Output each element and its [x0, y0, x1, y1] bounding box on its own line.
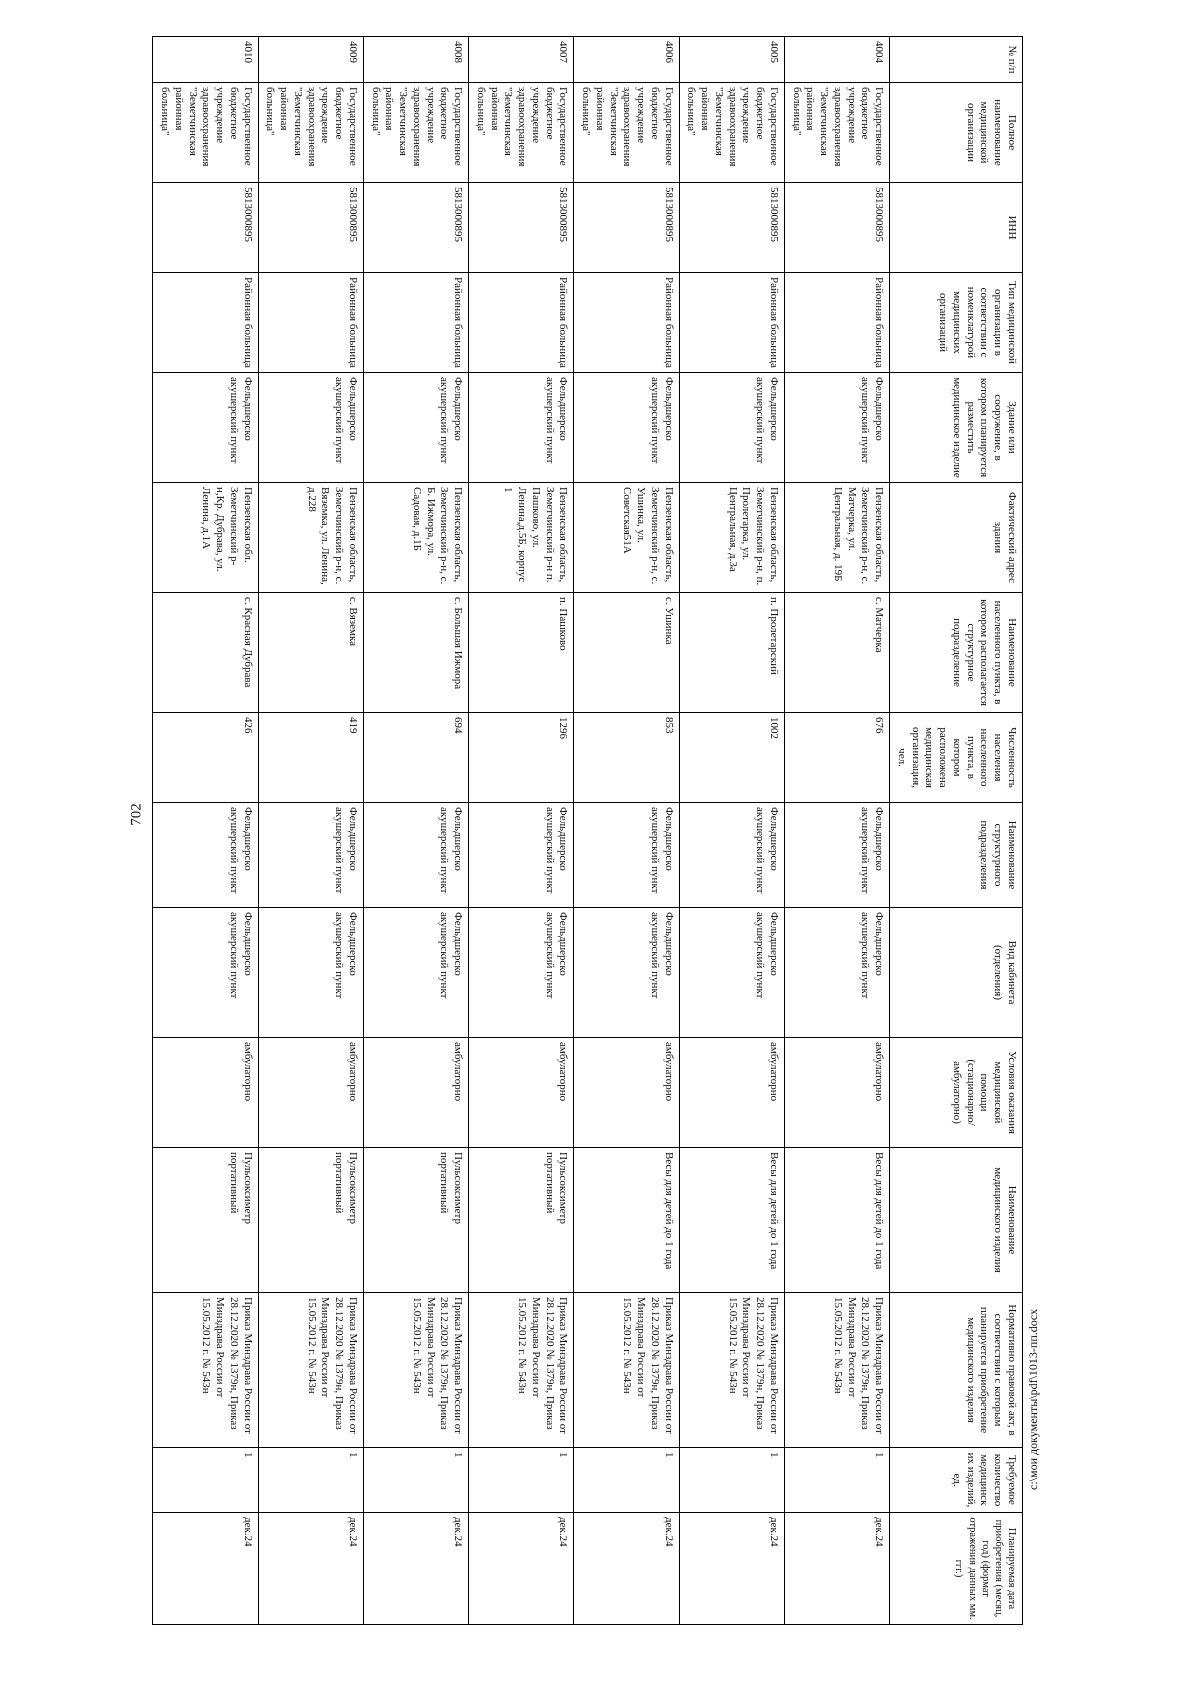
table-cell-unit: Фельдшерско акушерский пункт — [153, 803, 258, 908]
table-cell-building: Фельдшерско акушерский пункт — [364, 373, 469, 483]
table-cell-conditions: амбулаторно — [679, 1038, 784, 1148]
table-cell-unit: Фельдшерско акушерский пункт — [785, 803, 890, 908]
table-cell-org: Государственное бюджетное учреждение здравоохранения "Земетчинская районная больница" — [679, 83, 784, 183]
table-cell-unit: Фельдшерско акушерский пункт — [258, 803, 363, 908]
table-cell-n: 4010 — [153, 37, 258, 83]
table-row — [574, 37, 679, 1625]
table-cell-cabinet: Фельдшерско акушерский пункт — [469, 908, 574, 1038]
header-cell: № п/п — [890, 37, 1023, 83]
table-cell-date: дек.24 — [785, 1513, 890, 1625]
table-cell-n: 4008 — [364, 37, 469, 83]
table-cell-device: Весы для детей до 1 года — [785, 1148, 890, 1293]
table-cell-unit: Фельдшерско акушерский пункт — [574, 803, 679, 908]
table-cell-cabinet: Фельдшерско акушерский пункт — [785, 908, 890, 1038]
table-cell-device: Весы для детей до 1 года — [679, 1148, 784, 1293]
table-cell-settlement: п. Пролетарский — [679, 593, 784, 713]
table-cell-cabinet: Фельдшерско акушерский пункт — [258, 908, 363, 1038]
table-cell-conditions: амбулаторно — [785, 1038, 890, 1148]
table-cell-address: Пензенская область, Земетчинский р-н, с. Б. Ижмора, ул. Садовая, д.1Б — [364, 483, 469, 593]
table-cell-inn: 5813000895 — [785, 183, 890, 273]
table-cell-date: дек.24 — [574, 1513, 679, 1625]
table-cell-conditions: амбулаторно — [258, 1038, 363, 1148]
table-cell-unit: Фельдшерско акушерский пункт — [364, 803, 469, 908]
table-cell-building: Фельдшерско акушерский пункт — [679, 373, 784, 483]
table-cell-cabinet: Фельдшерско акушерский пункт — [153, 908, 258, 1038]
table-cell-settlement: с. Большая Ижмора — [364, 593, 469, 713]
table-cell-building: Фельдшерско акушерский пункт — [153, 373, 258, 483]
header-cell: Требуемое количество медицинских изделий, ед. — [890, 1448, 1023, 1513]
table-cell-inn: 5813000895 — [574, 183, 679, 273]
rotated-table-container — [159, 36, 1023, 1624]
table-cell-cabinet: Фельдшерско акушерский пункт — [364, 908, 469, 1038]
header-cell: Полное наименование медицинской организации — [890, 83, 1023, 183]
table-cell-device: Пульсоксиметр портативный — [364, 1148, 469, 1293]
table-cell-qty: 1 — [469, 1448, 574, 1513]
table-cell-settlement: п. Пашково — [469, 593, 574, 713]
header-cell: Здание или сооружение, в котором планируется разместить медицинское изделие — [890, 373, 1023, 483]
table-cell-date: дек.24 — [153, 1513, 258, 1625]
table-cell-building: Фельдшерско акушерский пункт — [258, 373, 363, 483]
table-cell-n: 4007 — [469, 37, 574, 83]
table-cell-n: 4006 — [574, 37, 679, 83]
medical-devices-table — [153, 36, 1024, 1625]
table-header-row — [890, 37, 1023, 1625]
table-cell-type: Районная больница — [469, 273, 574, 373]
table-cell-n: 4009 — [258, 37, 363, 83]
table-cell-act: Приказ Минздрава России от 28.12.2020 № 1379н, Приказ Минздрава России от 15.05.2012 г. № 543н — [679, 1293, 784, 1448]
table-cell-cabinet: Фельдшерско акушерский пункт — [679, 908, 784, 1038]
table-cell-type: Районная больница — [679, 273, 784, 373]
header-cell: Наименование населенного пункта, в котором располагается структурное подразделение — [890, 593, 1023, 713]
table-cell-population: 853 — [574, 713, 679, 803]
table-cell-population: 1296 — [469, 713, 574, 803]
table-row — [364, 37, 469, 1625]
table-cell-inn: 5813000895 — [364, 183, 469, 273]
table-cell-address: Пензенская область, Земетчинский р-н п. Пашково, ул. Ленина,д.5Б, корпус 1 — [469, 483, 574, 593]
table-cell-unit: Фельдшерско акушерский пункт — [469, 803, 574, 908]
table-cell-address: Пензенская область, Земетчинский р-н, с. Ушинка, ул. Советская51А — [574, 483, 679, 593]
table-row — [258, 37, 363, 1625]
table-cell-type: Районная больница — [364, 273, 469, 373]
table-cell-inn: 5813000895 — [469, 183, 574, 273]
table-cell-building: Фельдшерско акушерский пункт — [574, 373, 679, 483]
table-cell-population: 419 — [258, 713, 363, 803]
header-cell: Наименование структурного подразделения — [890, 803, 1023, 908]
table-row — [153, 37, 258, 1625]
table-cell-conditions: амбулаторно — [574, 1038, 679, 1148]
table-cell-address: Пензенская область, Земетчинский р-н, с. Вяземка, ул. Ленина, д.228 — [258, 483, 363, 593]
header-cell: Вид кабинета (отделения) — [890, 908, 1023, 1038]
table-cell-type: Районная больница — [785, 273, 890, 373]
header-cell: Тип медицинской организации в соответствии с номенклатурой медицинских организаций — [890, 273, 1023, 373]
table-cell-settlement: с. Ушинка — [574, 593, 679, 713]
header-cell: Нормативно правовой акт, в соответствии с которым планируется приобретение медицинского изделия — [890, 1293, 1023, 1448]
table-row — [785, 37, 890, 1625]
table-cell-device: Пульсоксиметр портативный — [153, 1148, 258, 1293]
table-cell-date: дек.24 — [469, 1513, 574, 1625]
table-cell-device: Весы для детей до 1 года — [574, 1148, 679, 1293]
table-cell-qty: 1 — [153, 1448, 258, 1513]
table-cell-act: Приказ Минздрава России от 28.12.2020 № 1379н, Приказ Минздрава России от 15.05.2012 г. № 543н — [258, 1293, 363, 1448]
table-cell-population: 676 — [785, 713, 890, 803]
table-cell-org: Государственное бюджетное учреждение здравоохранения "Земетчинская районная больница" — [258, 83, 363, 183]
table-cell-org: Государственное бюджетное учреждение здравоохранения "Земетчинская районная больница" — [364, 83, 469, 183]
header-cell: Условия оказания медицинской помощи (стационарно/ амбулаторно) — [890, 1038, 1023, 1148]
table-cell-building: Фельдшерско акушерский пункт — [785, 373, 890, 483]
header-cell: ИНН — [890, 183, 1023, 273]
header-cell: Наименование медицинского изделия — [890, 1148, 1023, 1293]
table-cell-settlement: с. Матчерка — [785, 593, 890, 713]
table-cell-conditions: амбулаторно — [469, 1038, 574, 1148]
table-cell-date: дек.24 — [258, 1513, 363, 1625]
table-cell-settlement: с. Красная Дубрава — [153, 593, 258, 713]
table-cell-type: Районная больница — [574, 273, 679, 373]
page-number: 702 — [128, 803, 145, 826]
table-cell-population: 694 — [364, 713, 469, 803]
table-cell-address: Пензенская область, Земетчинский р-н, с. Матчерка, ул. Центральная, д. 19Б — [785, 483, 890, 593]
table-cell-settlement: с. Вяземка — [258, 593, 363, 713]
table-cell-address: Пензенская область, Земетчинский р-н, п. Пролетарка, ул. Центральная, д.3а — [679, 483, 784, 593]
table-cell-act: Приказ Минздрава России от 28.12.2020 № 1379н, Приказ Минздрава России от 15.05.2012 г. № 543н — [574, 1293, 679, 1448]
table-row — [679, 37, 784, 1625]
table-cell-qty: 1 — [785, 1448, 890, 1513]
table-cell-qty: 1 — [574, 1448, 679, 1513]
table-cell-inn: 5813000895 — [679, 183, 784, 273]
table-cell-conditions: амбулаторно — [364, 1038, 469, 1148]
table-cell-org: Государственное бюджетное учреждение здравоохранения "Земетчинская районная больница" — [153, 83, 258, 183]
table-cell-qty: 1 — [258, 1448, 363, 1513]
table-cell-act: Приказ Минздрава России от 28.12.2020 № 1379н, Приказ Минздрава России от 15.05.2012 г. № 543н — [785, 1293, 890, 1448]
table-cell-unit: Фельдшерско акушерский пункт — [679, 803, 784, 908]
table-cell-org: Государственное бюджетное учреждение здравоохранения "Земетчинская районная больница" — [574, 83, 679, 183]
table-cell-org: Государственное бюджетное учреждение здравоохранения "Земетчинская районная больница" — [785, 83, 890, 183]
table-cell-device: Пульсоксиметр портативный — [469, 1148, 574, 1293]
table-cell-population: 426 — [153, 713, 258, 803]
footer-file-path: c:\мои документы\pdf\1013-пп.docx — [1026, 1308, 1040, 1490]
table-cell-qty: 1 — [364, 1448, 469, 1513]
table-cell-device: Пульсоксиметр портативный — [258, 1148, 363, 1293]
table-cell-population: 1002 — [679, 713, 784, 803]
table-cell-inn: 5813000895 — [258, 183, 363, 273]
table-cell-qty: 1 — [679, 1448, 784, 1513]
table-cell-inn: 5813000895 — [153, 183, 258, 273]
table-cell-address: Пензенская обл. Земетчинский р-н,Кр. Дубрава, ул. Ленина, д.1А — [153, 483, 258, 593]
table-row — [469, 37, 574, 1625]
table-cell-n: 4005 — [679, 37, 784, 83]
table-cell-building: Фельдшерско акушерский пункт — [469, 373, 574, 483]
header-cell: Фактический адрес здания — [890, 483, 1023, 593]
table-cell-cabinet: Фельдшерско акушерский пункт — [574, 908, 679, 1038]
table-cell-type: Районная больница — [153, 273, 258, 373]
table-cell-date: дек.24 — [364, 1513, 469, 1625]
table-cell-conditions: амбулаторно — [153, 1038, 258, 1148]
header-cell: Планируемая дата приобретения (месяц, год) (формат отражения данных мм. ггг.) — [890, 1513, 1023, 1625]
header-cell: Численность населения населенного пункта, в котором расположена медицинская организация, чел. — [890, 713, 1023, 803]
table-cell-act: Приказ Минздрава России от 28.12.2020 № 1379н, Приказ Минздрава России от 15.05.2012 г. № 543н — [469, 1293, 574, 1448]
table-cell-act: Приказ Минздрава России от 28.12.2020 № 1379н, Приказ Минздрава России от 15.05.2012 г. № 543н — [153, 1293, 258, 1448]
table-cell-org: Государственное бюджетное учреждение здравоохранения "Земетчинская районная больница" — [469, 83, 574, 183]
table-cell-act: Приказ Минздрава России от 28.12.2020 № 1379н, Приказ Минздрава России от 15.05.2012 г. № 543н — [364, 1293, 469, 1448]
table-cell-date: дек.24 — [679, 1513, 784, 1625]
table-cell-n: 4004 — [785, 37, 890, 83]
table-cell-type: Районная больница — [258, 273, 363, 373]
